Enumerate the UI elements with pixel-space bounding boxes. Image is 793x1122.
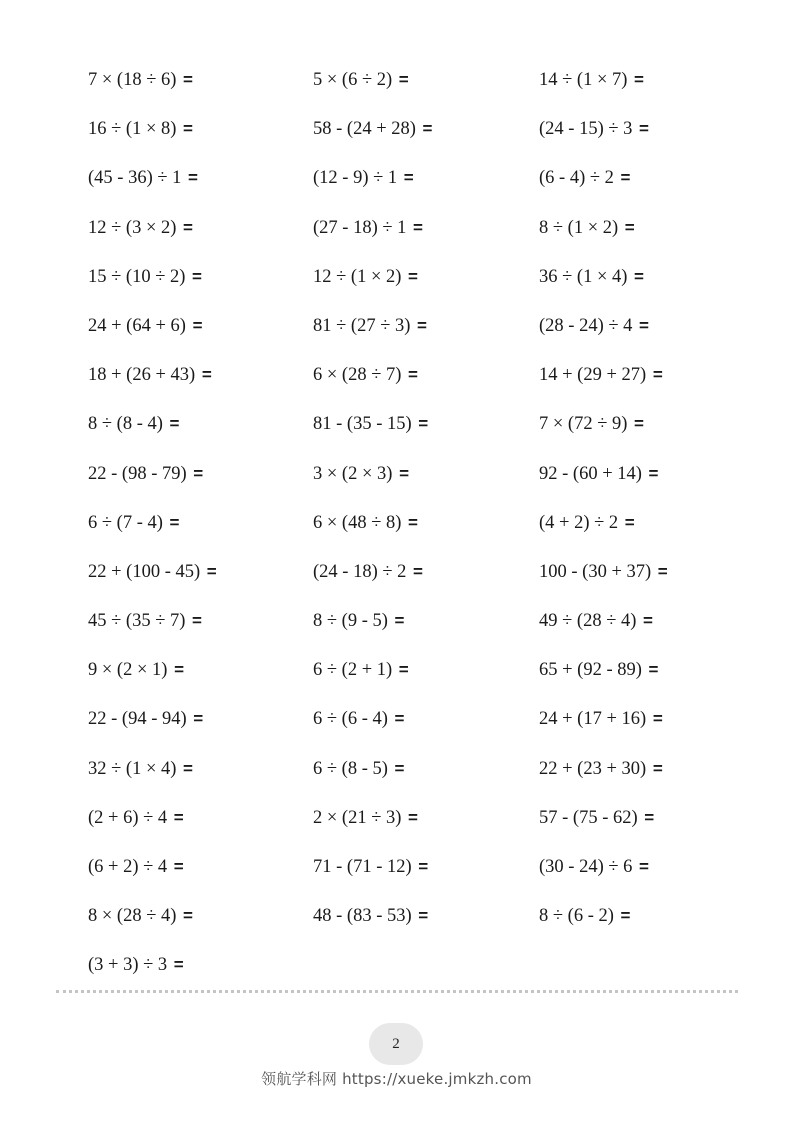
expression: 65 + (92 - 89) [539,660,642,681]
expression: 22 - (94 - 94) [88,709,187,730]
math-problem [313,164,414,192]
expression: 7 × (72 ÷ 9) [539,414,628,435]
math-problem [539,214,635,242]
equals-sign: = [643,611,653,631]
equals-sign: = [634,414,644,434]
expression: 36 ÷ (1 × 4) [539,266,628,287]
equals-sign: = [183,758,193,778]
expression: 8 ÷ (1 × 2) [539,217,619,238]
equals-sign: = [417,315,427,335]
math-problem [88,804,184,832]
equals-sign: = [418,857,429,876]
expression: 100 - (30 + 37) [539,561,652,582]
problem-row [88,705,728,754]
expression: 81 - (35 - 15) [313,414,412,435]
equals-sign: = [408,807,418,827]
math-problem [539,164,630,192]
expression: 12 ÷ (1 × 2) [313,266,402,287]
equals-sign: = [634,266,644,286]
equals-sign: = [193,463,204,483]
equals-sign: = [413,561,423,581]
expression: (4 + 2) ÷ 2 [539,512,619,533]
math-problem [313,214,423,242]
expression: 24 + (64 + 6) [88,315,186,336]
math-problem [313,66,409,94]
expression: 8 × (28 ÷ 4) [88,906,177,927]
equals-sign: = [624,512,635,532]
equals-sign: = [183,119,193,139]
equals-sign: = [408,266,418,286]
math-problem [88,853,184,881]
problem-row [88,164,728,213]
math-problem [88,312,203,340]
problem-row [88,853,728,902]
equals-sign: = [399,463,410,483]
problem-row [88,804,728,853]
expression: 8 ÷ (8 - 4) [88,414,163,435]
math-problem [539,509,635,537]
expression: 14 ÷ (1 × 7) [539,70,628,90]
problem-row [88,115,728,164]
equals-sign: = [173,807,184,827]
expression: 7 × (18 ÷ 6) [88,70,177,90]
equals-sign: = [652,365,663,385]
expression: 58 - (24 + 28) [313,119,416,140]
expression: (28 - 24) ÷ 4 [539,315,633,336]
math-problem [313,115,432,143]
math-problem [313,410,428,438]
equals-sign: = [183,70,193,89]
expression: 6 × (48 ÷ 8) [313,512,402,533]
expression: 6 ÷ (2 + 1) [313,660,393,681]
math-problem [539,902,630,930]
expression: (27 - 18) ÷ 1 [313,217,407,238]
expression: 6 ÷ (7 - 4) [88,512,163,533]
math-problem [313,705,404,733]
equals-sign: = [206,561,217,581]
equals-sign: = [192,611,202,631]
page-number: 2 [392,1035,400,1052]
equals-sign: = [394,709,405,729]
expression: (24 - 18) ÷ 2 [313,561,407,582]
expression: (45 - 36) ÷ 1 [88,168,182,189]
math-problem [539,558,668,586]
expression: 16 ÷ (1 × 8) [88,119,177,140]
math-problem [539,312,649,340]
expression: 18 + (26 + 43) [88,365,196,386]
expression: (3 + 3) ÷ 3 [88,955,168,976]
equals-sign: = [394,611,405,631]
equals-sign: = [398,660,409,680]
equals-sign: = [408,512,418,532]
expression: 6 × (28 ÷ 7) [313,365,402,386]
equals-sign: = [192,266,202,286]
math-problem [539,804,654,832]
equals-sign: = [201,365,212,385]
math-problem [88,361,212,389]
problem-row [88,951,728,1000]
equals-sign: = [183,906,193,926]
math-problem [313,509,418,537]
expression: 8 ÷ (9 - 5) [313,611,388,632]
expression: 24 + (17 + 16) [539,709,647,730]
equals-sign: = [652,709,663,729]
expression: 15 ÷ (10 ÷ 2) [88,266,186,287]
problem-row [88,410,728,459]
expression: 71 - (71 - 12) [313,857,412,877]
expression: 14 + (29 + 27) [539,365,647,386]
expression: 81 ÷ (27 ÷ 3) [313,315,411,336]
expression: 5 × (6 ÷ 2) [313,70,393,90]
problem-grid [88,66,728,1001]
equals-sign: = [639,315,649,335]
math-problem [313,853,428,881]
math-problem [313,656,409,684]
equals-sign: = [413,217,423,237]
expression: 49 ÷ (28 ÷ 4) [539,611,637,632]
equals-sign: = [634,70,644,89]
expression: 6 ÷ (6 - 4) [313,709,388,730]
expression: 32 ÷ (1 × 4) [88,758,177,779]
problem-row [88,656,728,705]
math-problem [88,656,184,684]
expression: 22 + (23 + 30) [539,758,647,779]
math-problem [88,410,179,438]
math-problem [313,755,404,783]
equals-sign: = [422,119,433,139]
expression: (6 - 4) ÷ 2 [539,168,614,189]
math-problem [88,66,193,94]
math-problem [313,312,427,340]
equals-sign: = [639,119,649,139]
footer-site-text: 领航学科网 https://xueke.jmkzh.com [261,1070,532,1088]
expression: (6 + 2) ÷ 4 [88,857,168,877]
math-problem [539,460,658,488]
expression: 8 ÷ (6 - 2) [539,906,614,927]
equals-sign: = [398,70,409,89]
problem-row [88,755,728,804]
equals-sign: = [657,561,668,581]
math-problem [539,607,653,635]
dotted-divider [56,990,738,993]
equals-sign: = [648,463,659,483]
equals-sign: = [418,906,429,926]
expression: 57 - (75 - 62) [539,807,638,828]
problem-row [88,263,728,312]
math-problem [88,951,184,979]
expression: (30 - 24) ÷ 6 [539,857,633,877]
problem-row [88,902,728,951]
math-problem [88,902,193,930]
math-problem [539,66,644,94]
equals-sign: = [403,168,414,188]
equals-sign: = [173,857,184,876]
math-problem [539,361,663,389]
math-problem [88,263,202,291]
equals-sign: = [173,955,184,975]
equals-sign: = [169,512,180,532]
page-number-badge [369,1023,423,1065]
equals-sign: = [644,807,655,827]
math-problem [88,460,203,488]
math-problem [313,558,423,586]
math-problem [313,361,418,389]
expression: (2 + 6) ÷ 4 [88,807,168,828]
math-problem [88,164,198,192]
math-problem [539,853,649,881]
equals-sign: = [624,217,635,237]
equals-sign: = [183,217,193,237]
math-problem [313,804,418,832]
equals-sign: = [620,906,631,926]
equals-sign: = [394,758,405,778]
math-problem [88,705,203,733]
problem-row [88,460,728,509]
math-problem [313,902,428,930]
expression: 6 ÷ (8 - 5) [313,758,388,779]
math-problem [88,607,202,635]
equals-sign: = [408,365,418,385]
expression: 45 ÷ (35 ÷ 7) [88,611,186,632]
math-problem [539,410,644,438]
problem-row [88,66,728,115]
expression: 3 × (2 × 3) [313,463,393,484]
problem-row [88,312,728,361]
expression: (24 - 15) ÷ 3 [539,119,633,140]
equals-sign: = [639,857,649,876]
math-problem [313,460,409,488]
math-problem [88,509,179,537]
equals-sign: = [188,168,198,188]
equals-sign: = [648,660,659,680]
equals-sign: = [652,758,663,778]
math-problem [313,607,404,635]
math-problem [539,115,649,143]
math-problem [539,656,658,684]
expression: 9 × (2 × 1) [88,660,168,681]
math-problem [88,558,217,586]
equals-sign: = [193,709,204,729]
problem-row [88,361,728,410]
problem-row [88,509,728,558]
expression: 92 - (60 + 14) [539,463,642,484]
math-problem [539,755,663,783]
expression: 2 × (21 ÷ 3) [313,807,402,828]
math-problem [88,214,193,242]
problem-row [88,214,728,263]
math-problem [313,263,418,291]
math-problem [539,705,663,733]
math-problem [88,755,193,783]
problem-row [88,607,728,656]
expression: 12 ÷ (3 × 2) [88,217,177,238]
math-problem [88,115,193,143]
problem-row [88,558,728,607]
equals-sign: = [169,414,180,434]
expression: 48 - (83 - 53) [313,906,412,927]
expression: (12 - 9) ÷ 1 [313,168,398,189]
equals-sign: = [174,660,185,680]
equals-sign: = [620,168,631,188]
expression: 22 + (100 - 45) [88,561,201,582]
equals-sign: = [192,315,203,335]
equals-sign: = [418,414,429,434]
expression: 22 - (98 - 79) [88,463,187,484]
math-problem [539,263,644,291]
